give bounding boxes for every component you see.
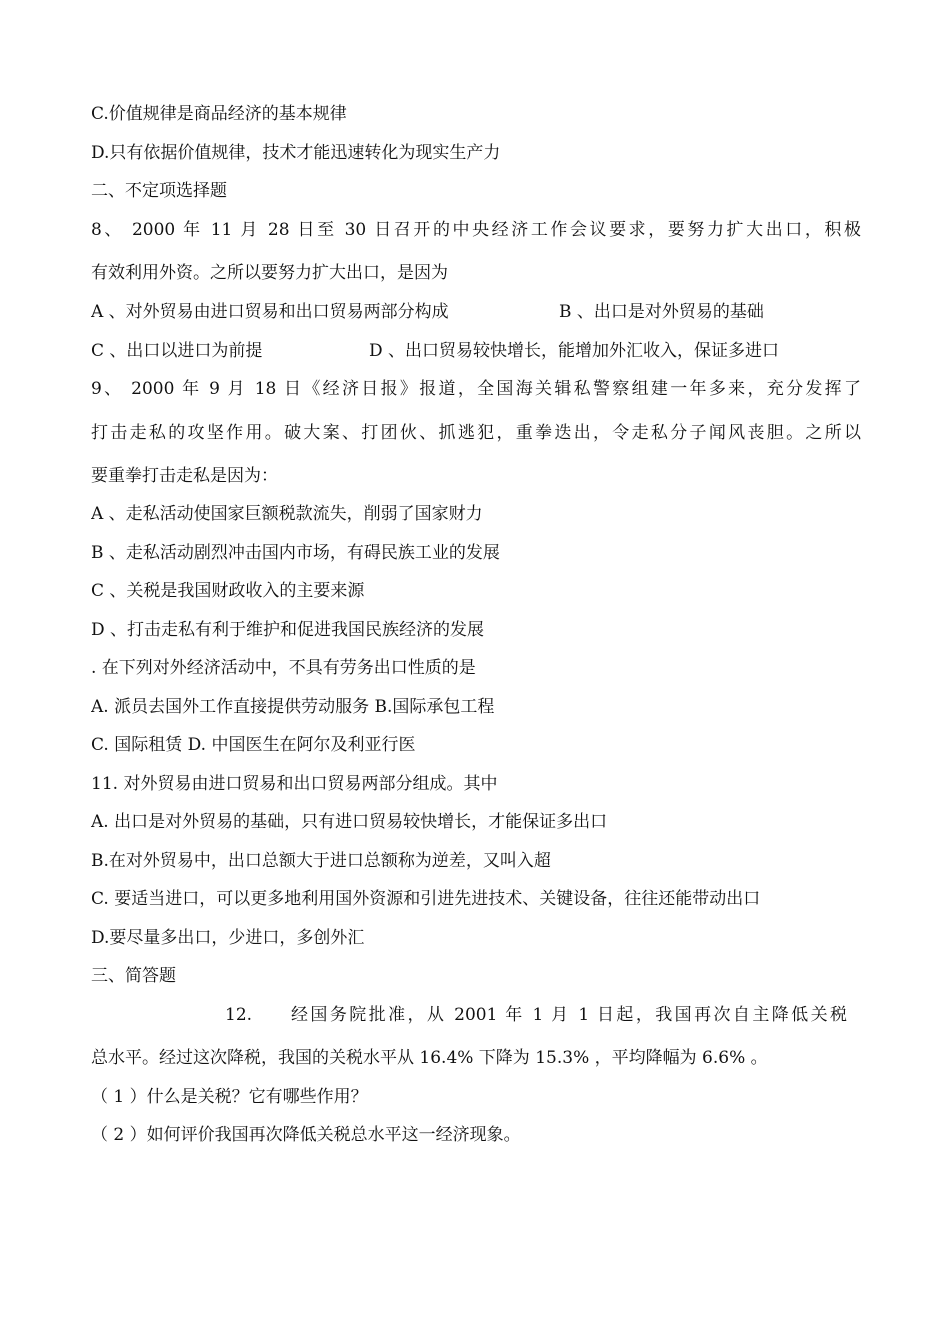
question-12-line-2: 总水平。经过这次降税，我国的关税水平从 16.4% 下降为 15.3% ，平均降幅为 6.6% 。 [91, 1048, 768, 1068]
question-9-line-3: 要重拳打击走私是因为： [91, 466, 278, 486]
question-9-option-d: D 、打击走私有利于维护和促进我国民族经济的发展 [91, 620, 485, 640]
question-9-line-2: 打击走私的攻坚作用。破大案、打团伙、抓逃犯，重拳迭出，令走私分子闻风丧胆。之所以 [91, 423, 861, 443]
question-11-option-d: D.要尽量多出口，少进口，多创外汇 [91, 928, 365, 948]
question-8-option-c: C 、出口以进口为前提 [91, 341, 263, 361]
question-12-subquestion-1: （ 1 ）什么是关税？它有哪些作用？ [91, 1087, 368, 1107]
question-8-options-cd [91, 339, 861, 363]
question-11-option-c: C. 要适当进口，可以更多地利用国外资源和引进先进技术、关键设备，往往还能带动出口 [91, 889, 761, 909]
question-11-option-b: B.在对外贸易中，出口总额大于进口总额称为逆差，又叫入超 [91, 851, 551, 871]
question-8-line-1: 8、 2000 年 11 月 28 日至 30 日召开的中央经济工作会议要求，要努力扩大出口，积极 [91, 220, 861, 240]
question-8-line-2: 有效利用外资。之所以要努力扩大出口，是因为 [91, 263, 448, 283]
question-10-options-cd: C. 国际租赁 D. 中国医生在阿尔及利亚行医 [91, 735, 416, 755]
question-8-option-d: D 、出口贸易较快增长，能增加外汇收入，保证多进口 [369, 341, 780, 361]
short-answer-title: 三、简答题 [91, 966, 176, 986]
option-d-value-law: D.只有依据价值规律，技术才能迅速转化为现实生产力 [91, 143, 501, 163]
question-11-option-a: A. 出口是对外贸易的基础，只有进口贸易较快增长，才能保证多出口 [91, 812, 608, 832]
section-heading-multiple-choice: 二、不定项选择题 [91, 181, 227, 201]
question-12-line-1 [91, 1003, 861, 1027]
question-9-option-b: B 、走私活动剧烈冲击国内市场，有碍民族工业的发展 [91, 543, 500, 563]
question-9-option-c: C 、关税是我国财政收入的主要来源 [91, 581, 365, 601]
question-12-number: 12. [225, 1005, 253, 1025]
section-heading-short-answer [91, 964, 861, 988]
question-9-line-1: 9、 2000 年 9 月 18 日《经济日报》报道，全国海关辑私警察组建一年多来，充分发挥了 [91, 379, 861, 399]
question-9-option-a: A 、走私活动使国家巨额税款流失，削弱了国家财力 [91, 504, 483, 524]
question-12-subquestion-2: （ 2 ）如何评价我国再次降低关税总水平这一经济现象。 [91, 1125, 521, 1145]
question-8-option-a: A 、对外贸易由进口贸易和出口贸易两部分构成 [91, 302, 449, 322]
option-c-value-law: C.价值规律是商品经济的基本规律 [91, 104, 347, 124]
question-11-stem: 11. 对外贸易由进口贸易和出口贸易两部分组成。其中 [91, 774, 498, 794]
question-10-options-ab: A. 派员去国外工作直接提供劳动服务 B.国际承包工程 [91, 697, 495, 717]
question-12-text: 经国务院批准，从 2001 年 1 月 1 日起，我国再次自主降低关税 [291, 1005, 847, 1025]
question-8-option-b: B 、出口是对外贸易的基础 [559, 302, 764, 322]
question-10-stem: . 在下列对外经济活动中，不具有劳务出口性质的是 [91, 658, 476, 678]
question-8-options-ab [91, 300, 861, 324]
